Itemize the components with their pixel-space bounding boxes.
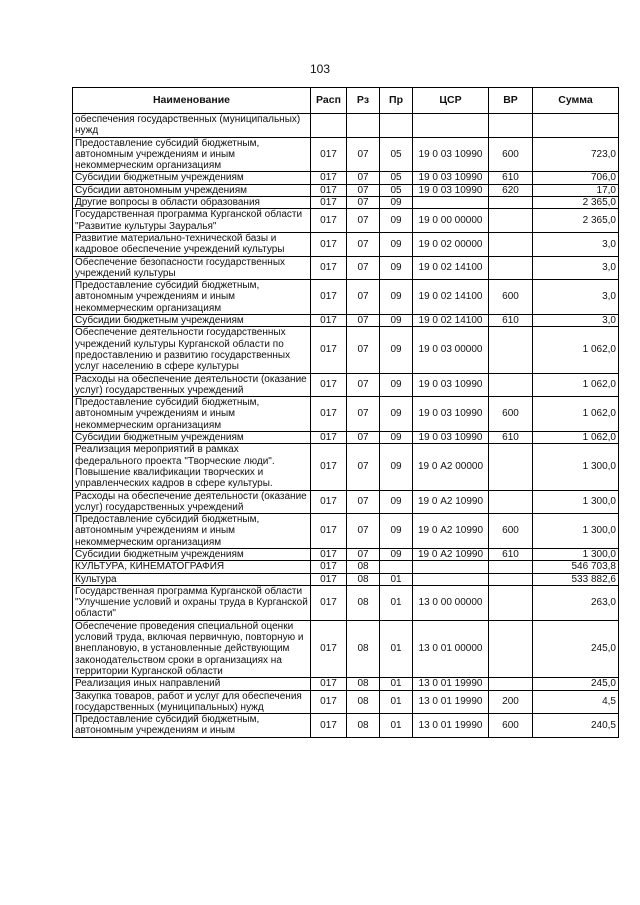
cell-vr (489, 444, 533, 490)
cell-sum: 533 882,6 (533, 573, 619, 585)
cell-name: Предоставление субсидий бюджетным, автономным учреждениям и иным некоммерческим организациям (73, 397, 311, 432)
cell-vr: 620 (489, 184, 533, 196)
cell-vr (489, 327, 533, 373)
cell-rasp: 017 (311, 714, 347, 738)
column-header-sum: Сумма (533, 88, 619, 114)
cell-pr: 09 (380, 209, 413, 233)
page-number: 103 (309, 62, 331, 76)
column-header-vr: ВР (489, 88, 533, 114)
cell-rasp: 017 (311, 172, 347, 184)
cell-rz: 08 (347, 561, 380, 573)
cell-rz: 07 (347, 209, 380, 233)
cell-name: Предоставление субсидий бюджетным, автономным учреждениям и иным некоммерческим организациям (73, 137, 311, 172)
cell-vr (489, 373, 533, 397)
cell-vr (489, 561, 533, 573)
cell-pr: 01 (380, 690, 413, 714)
cell-sum: 1 062,0 (533, 397, 619, 432)
cell-csr (413, 561, 489, 573)
cell-csr: 19 0 03 10990 (413, 397, 489, 432)
cell-name: Развитие материально-технической базы и кадровое обеспечение учреждений культуры (73, 232, 311, 256)
cell-csr (413, 573, 489, 585)
cell-sum: 3,0 (533, 256, 619, 280)
cell-sum: 2 365,0 (533, 209, 619, 233)
table-row (73, 490, 619, 514)
cell-rz: 07 (347, 197, 380, 209)
cell-sum: 1 300,0 (533, 514, 619, 549)
cell-csr: 19 0 02 14100 (413, 315, 489, 327)
cell-rz: 08 (347, 585, 380, 620)
cell-name: Субсидии бюджетным учреждениям (73, 172, 311, 184)
cell-vr (489, 209, 533, 233)
cell-sum: 1 062,0 (533, 373, 619, 397)
cell-csr: 19 0 03 10990 (413, 172, 489, 184)
cell-name: Расходы на обеспечение деятельности (оказание услуг) государственных учреждений (73, 490, 311, 514)
cell-rasp: 017 (311, 184, 347, 196)
cell-name: Другие вопросы в области образования (73, 197, 311, 209)
cell-rz: 07 (347, 327, 380, 373)
cell-vr: 610 (489, 548, 533, 560)
cell-rz: 07 (347, 137, 380, 172)
cell-name: Предоставление субсидий бюджетным, автономным учреждениям и иным некоммерческим организациям (73, 514, 311, 549)
cell-pr: 09 (380, 280, 413, 315)
cell-rz: 07 (347, 397, 380, 432)
cell-vr: 600 (489, 137, 533, 172)
cell-rasp: 017 (311, 280, 347, 315)
cell-pr: 09 (380, 232, 413, 256)
column-header-rz: Рз (347, 88, 380, 114)
cell-rz: 07 (347, 548, 380, 560)
cell-rz: 07 (347, 315, 380, 327)
table-row (73, 232, 619, 256)
cell-name: Реализация иных направлений (73, 678, 311, 690)
cell-sum: 2 365,0 (533, 197, 619, 209)
cell-vr (489, 114, 533, 138)
cell-name: Субсидии автономным учреждениям (73, 184, 311, 196)
cell-pr: 01 (380, 573, 413, 585)
table-row (73, 573, 619, 585)
cell-name: обеспечения государственных (муниципальных) нужд (73, 114, 311, 138)
cell-pr: 01 (380, 678, 413, 690)
cell-vr (489, 256, 533, 280)
cell-rasp: 017 (311, 256, 347, 280)
cell-vr: 610 (489, 172, 533, 184)
table-row (73, 327, 619, 373)
cell-rasp: 017 (311, 432, 347, 444)
cell-csr: 19 0 03 10990 (413, 184, 489, 196)
table-row (73, 197, 619, 209)
cell-rz: 08 (347, 690, 380, 714)
cell-csr: 19 0 03 10990 (413, 373, 489, 397)
cell-pr: 05 (380, 172, 413, 184)
cell-vr (489, 232, 533, 256)
cell-vr (489, 573, 533, 585)
cell-vr: 600 (489, 714, 533, 738)
table-row (73, 209, 619, 233)
table-row (73, 690, 619, 714)
cell-csr: 13 0 01 19990 (413, 678, 489, 690)
cell-vr: 610 (489, 315, 533, 327)
cell-sum: 546 703,8 (533, 561, 619, 573)
cell-sum (533, 114, 619, 138)
table-row (73, 620, 619, 677)
cell-pr: 09 (380, 514, 413, 549)
table-row (73, 373, 619, 397)
cell-sum: 3,0 (533, 232, 619, 256)
cell-pr: 05 (380, 184, 413, 196)
cell-csr: 19 0 03 10990 (413, 432, 489, 444)
cell-sum: 1 300,0 (533, 490, 619, 514)
cell-csr: 13 0 01 19990 (413, 714, 489, 738)
cell-name: Субсидии бюджетным учреждениям (73, 315, 311, 327)
cell-rz: 07 (347, 280, 380, 315)
cell-rasp: 017 (311, 548, 347, 560)
table-row (73, 280, 619, 315)
cell-csr (413, 114, 489, 138)
cell-sum: 3,0 (533, 280, 619, 315)
cell-csr: 19 0 А2 10990 (413, 548, 489, 560)
cell-rz: 07 (347, 184, 380, 196)
cell-pr: 09 (380, 315, 413, 327)
cell-sum: 1 300,0 (533, 444, 619, 490)
cell-sum: 3,0 (533, 315, 619, 327)
table-row (73, 514, 619, 549)
cell-rz (347, 114, 380, 138)
cell-name: Реализация мероприятий в рамках федерального проекта "Творческие люди". Повышение квалификации творческих и управленческих кадров в сфере культуры. (73, 444, 311, 490)
column-header-pr: Пр (380, 88, 413, 114)
table-row (73, 714, 619, 738)
cell-vr: 600 (489, 514, 533, 549)
cell-sum: 706,0 (533, 172, 619, 184)
cell-rasp: 017 (311, 678, 347, 690)
cell-name: Расходы на обеспечение деятельности (оказание услуг) государственных учреждений (73, 373, 311, 397)
cell-vr: 610 (489, 432, 533, 444)
cell-sum: 240,5 (533, 714, 619, 738)
cell-sum: 263,0 (533, 585, 619, 620)
cell-rasp: 017 (311, 490, 347, 514)
cell-rasp: 017 (311, 585, 347, 620)
cell-name: Закупка товаров, работ и услуг для обеспечения государственных (муниципальных) нужд (73, 690, 311, 714)
cell-rasp: 017 (311, 315, 347, 327)
cell-name: Государственная программа Курганской области "Улучшение условий и охраны труда в Курганской области" (73, 585, 311, 620)
cell-rasp: 017 (311, 444, 347, 490)
cell-sum: 723,0 (533, 137, 619, 172)
table-row (73, 137, 619, 172)
cell-rz: 07 (347, 232, 380, 256)
cell-name: Культура (73, 573, 311, 585)
cell-pr: 09 (380, 490, 413, 514)
cell-rz: 07 (347, 172, 380, 184)
table-row (73, 678, 619, 690)
cell-sum: 1 062,0 (533, 327, 619, 373)
cell-rasp: 017 (311, 514, 347, 549)
cell-csr: 19 0 А2 00000 (413, 444, 489, 490)
cell-rz: 07 (347, 432, 380, 444)
cell-rz: 07 (347, 444, 380, 490)
table-row (73, 561, 619, 573)
cell-rasp: 017 (311, 561, 347, 573)
cell-sum: 1 062,0 (533, 432, 619, 444)
cell-name: Обеспечение деятельности государственных учреждений культуры Курганской области по предоставлению и развитию государственных услуг населению в сфере культуры (73, 327, 311, 373)
cell-pr: 09 (380, 548, 413, 560)
cell-name: Обеспечение проведения специальной оценки условий труда, включая первичную, повторную и внеплановую, в установленные действующим законодательством сроки в организациях на территории Курганской области (73, 620, 311, 677)
cell-rz: 08 (347, 714, 380, 738)
cell-pr: 01 (380, 585, 413, 620)
cell-csr: 13 0 00 00000 (413, 585, 489, 620)
cell-csr: 19 0 А2 10990 (413, 490, 489, 514)
cell-vr (489, 620, 533, 677)
cell-name: Субсидии бюджетным учреждениям (73, 432, 311, 444)
cell-rasp: 017 (311, 232, 347, 256)
cell-sum: 245,0 (533, 620, 619, 677)
table-row (73, 432, 619, 444)
table-row (73, 444, 619, 490)
cell-rz: 07 (347, 373, 380, 397)
cell-csr: 19 0 00 00000 (413, 209, 489, 233)
cell-vr: 200 (489, 690, 533, 714)
column-header-name: Наименование (73, 88, 311, 114)
cell-pr: 09 (380, 397, 413, 432)
cell-rasp: 017 (311, 209, 347, 233)
cell-rasp: 017 (311, 197, 347, 209)
cell-csr: 13 0 01 00000 (413, 620, 489, 677)
table-row (73, 184, 619, 196)
column-header-csr: ЦСР (413, 88, 489, 114)
table-row (73, 548, 619, 560)
cell-pr: 01 (380, 714, 413, 738)
cell-sum: 17,0 (533, 184, 619, 196)
table-row (73, 585, 619, 620)
cell-csr: 19 0 03 00000 (413, 327, 489, 373)
cell-rasp: 017 (311, 620, 347, 677)
cell-rasp (311, 114, 347, 138)
cell-csr: 13 0 01 19990 (413, 690, 489, 714)
cell-sum: 1 300,0 (533, 548, 619, 560)
table-row (73, 397, 619, 432)
budget-table (72, 87, 619, 738)
cell-vr: 600 (489, 397, 533, 432)
cell-name: Предоставление субсидий бюджетным, автономным учреждениям и иным некоммерческим организациям (73, 280, 311, 315)
cell-rz: 08 (347, 678, 380, 690)
cell-pr: 09 (380, 373, 413, 397)
table-row (73, 114, 619, 138)
cell-vr: 600 (489, 280, 533, 315)
cell-csr: 19 0 03 10990 (413, 137, 489, 172)
cell-vr (489, 197, 533, 209)
cell-rasp: 017 (311, 327, 347, 373)
cell-sum: 245,0 (533, 678, 619, 690)
column-header-rasp: Расп (311, 88, 347, 114)
cell-rz: 07 (347, 514, 380, 549)
table-header-row (73, 88, 619, 114)
cell-pr: 05 (380, 137, 413, 172)
cell-rz: 07 (347, 256, 380, 280)
cell-name: Обеспечение безопасности государственных учреждений культуры (73, 256, 311, 280)
cell-rasp: 017 (311, 137, 347, 172)
cell-rasp: 017 (311, 397, 347, 432)
table-row (73, 315, 619, 327)
cell-rz: 08 (347, 573, 380, 585)
cell-name: КУЛЬТУРА, КИНЕМАТОГРАФИЯ (73, 561, 311, 573)
cell-name: Предоставление субсидий бюджетным, автономным учреждениям и иным (73, 714, 311, 738)
cell-pr: 09 (380, 444, 413, 490)
cell-csr: 19 0 А2 10990 (413, 514, 489, 549)
cell-name: Государственная программа Курганской области "Развитие культуры Зауралья" (73, 209, 311, 233)
cell-csr: 19 0 02 00000 (413, 232, 489, 256)
cell-sum: 4,5 (533, 690, 619, 714)
cell-csr: 19 0 02 14100 (413, 280, 489, 315)
cell-rasp: 017 (311, 373, 347, 397)
cell-vr (489, 678, 533, 690)
cell-vr (489, 490, 533, 514)
cell-pr (380, 114, 413, 138)
cell-vr (489, 585, 533, 620)
cell-rasp: 017 (311, 690, 347, 714)
cell-pr (380, 561, 413, 573)
cell-rz: 07 (347, 490, 380, 514)
table-row (73, 256, 619, 280)
cell-pr: 09 (380, 197, 413, 209)
cell-pr: 01 (380, 620, 413, 677)
cell-pr: 09 (380, 432, 413, 444)
cell-name: Субсидии бюджетным учреждениям (73, 548, 311, 560)
cell-csr: 19 0 02 14100 (413, 256, 489, 280)
cell-rasp: 017 (311, 573, 347, 585)
cell-rz: 08 (347, 620, 380, 677)
table-row (73, 172, 619, 184)
cell-csr (413, 197, 489, 209)
cell-pr: 09 (380, 256, 413, 280)
cell-pr: 09 (380, 327, 413, 373)
